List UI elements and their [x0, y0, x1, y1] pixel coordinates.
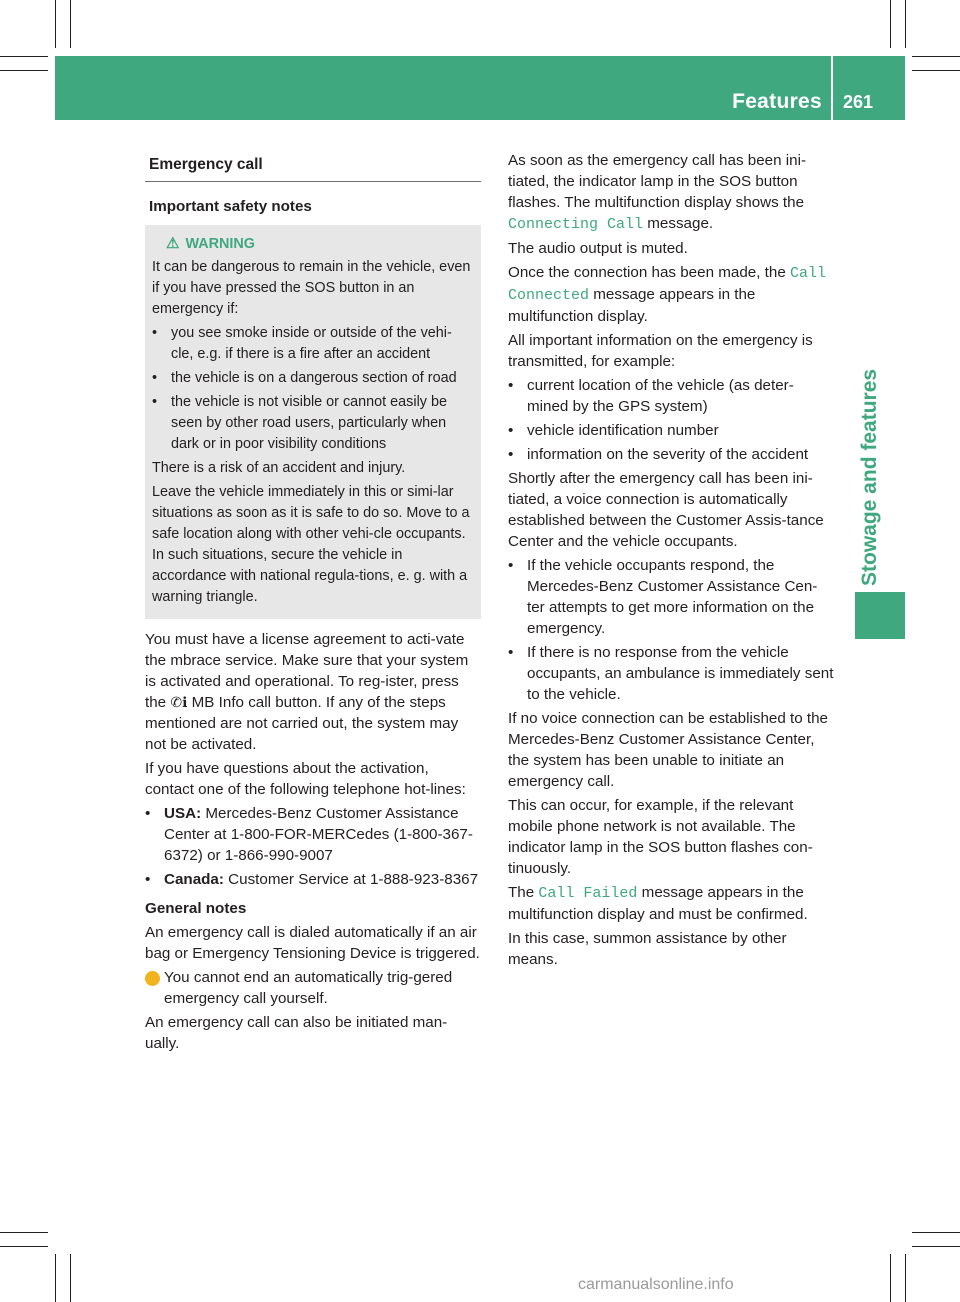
- safety-heading: Important safety notes: [149, 198, 312, 215]
- info-note: [141, 967, 481, 1009]
- section-title: Emergency call: [145, 150, 481, 182]
- side-tab-label: Stowage and features: [858, 368, 881, 586]
- display-message-connected: Call Connected: [508, 265, 827, 304]
- info-icon: i: [145, 971, 160, 986]
- paragraph-text: message appears in the multifunction display and must be confirmed.: [508, 884, 808, 923]
- audio-paragraph: The audio output is muted.: [508, 240, 688, 257]
- paragraph-text: message.: [647, 215, 714, 232]
- display-message-connecting: Connecting Call: [508, 216, 644, 233]
- crop-mark: [0, 1232, 48, 1233]
- list-item: • If the vehicle occupants respond, the Mercedes-Benz Customer Assistance Cen-ter attempts to get more information on the emergency.: [508, 555, 834, 639]
- crop-mark: [905, 1254, 906, 1302]
- network-paragraph: This can occur, for example, if the relevant mobile phone network is not available. The indicator lamp in the SOS button flashes con-tinuously.: [508, 797, 813, 877]
- general-notes-heading: General notes: [145, 900, 247, 917]
- warning-title: [166, 233, 474, 255]
- crop-mark: [912, 70, 960, 71]
- crop-mark: [912, 1232, 960, 1233]
- warning-risk: There is a risk of an accident and injury.: [152, 460, 406, 476]
- crop-mark: [55, 0, 56, 48]
- display-message-failed: Call Failed: [538, 885, 638, 902]
- paragraph-text: As soon as the emergency call has been ini-tiated, the indicator lamp in the SOS button flashes. The multifunction display shows the: [508, 152, 807, 211]
- left-column: [141, 150, 481, 1057]
- warning-box: [145, 225, 481, 619]
- warning-intro: It can be dangerous to remain in the vehicle, even if you have pressed the SOS button in an emergency if:: [152, 259, 471, 317]
- crop-mark: [912, 56, 960, 57]
- crop-mark: [70, 1254, 71, 1302]
- list-item: • current location of the vehicle (as deter-mined by the GPS system): [508, 375, 834, 417]
- crop-mark: [890, 0, 891, 48]
- crop-mark: [0, 56, 48, 57]
- manual-paragraph: An emergency call can also be initiated man-ually.: [145, 1014, 448, 1052]
- crop-mark: [890, 1254, 891, 1302]
- list-item: • If there is no response from the vehicle occupants, an ambulance is immediately sent to the vehicle.: [508, 642, 834, 705]
- hotline-label: USA:: [164, 805, 202, 822]
- connecting-paragraph: [508, 150, 834, 235]
- phone-info-icon: ✆ℹ: [170, 694, 188, 710]
- questions-paragraph: If you have questions about the activation, contact one of the following telephone hot-lines:: [145, 760, 466, 798]
- license-text-cont: MB Info call button. If any of the steps mentioned are not carried out, the system may not be activated.: [145, 694, 459, 753]
- warning-triangle-icon: ⚠: [166, 235, 180, 252]
- paragraph-text: Once the connection has been made, the: [508, 264, 786, 281]
- crop-mark: [912, 1246, 960, 1247]
- license-paragraph: [145, 629, 481, 755]
- warning-bullet: • the vehicle is not visible or cannot easily be seen by other road users, particularly when dark or in poor visibility conditions: [152, 392, 474, 455]
- warning-advice: Leave the vehicle immediately in this or simi-lar situations as soon as it is safe to do so. Move to a safe location along with other vehi-cle occupants. In such situations, secure the vehicle in accordance with national regula-tions, e. g. with a warning triangle.: [152, 484, 470, 605]
- hotline-text: Customer Service at 1-888-923-8367: [228, 871, 479, 888]
- crop-mark: [905, 0, 906, 48]
- list-item: • information on the severity of the accident: [508, 444, 834, 465]
- paragraph-text: message appears in the multifunction display.: [508, 286, 756, 325]
- voice-connection-paragraph: Shortly after the emergency call has been ini-tiated, a voice connection is automatically established between the Customer Assis-tance Center and the vehicle occupants.: [508, 470, 824, 550]
- right-column: [508, 150, 834, 973]
- license-text: You must have a license agreement to acti-vate the mbrace service. Make sure that your system is activated and operational. To reg-ister, press the: [145, 631, 469, 711]
- info-text: You cannot end an automatically trig-gered emergency call yourself.: [164, 969, 453, 1007]
- hotline-label: Canada:: [164, 871, 224, 888]
- hotline-item: [145, 803, 481, 866]
- crop-mark: [70, 0, 71, 48]
- crop-mark: [0, 1246, 48, 1247]
- crop-mark: [55, 1254, 56, 1302]
- failed-paragraph: [508, 882, 834, 925]
- warning-title-text: WARNING: [185, 236, 256, 252]
- list-item: • vehicle identification number: [508, 420, 834, 441]
- header-separator: [831, 56, 833, 120]
- no-connection-paragraph: If no voice connection can be established to the Mercedes-Benz Customer Assistance Center, the system has been unable to initiate an emergency call.: [508, 710, 828, 790]
- summon-paragraph: In this case, summon assistance by other means.: [508, 930, 787, 968]
- warning-bullet: • you see smoke inside or outside of the vehi-cle, e.g. if there is a fire after an accident: [152, 323, 474, 365]
- watermark: carmanualsonline.info: [578, 1276, 734, 1293]
- hotline-item: [145, 869, 481, 890]
- crop-mark: [0, 70, 48, 71]
- warning-bullet: • the vehicle is on a dangerous section of road: [152, 368, 474, 389]
- page-number: 261: [843, 92, 874, 112]
- connected-paragraph: [508, 262, 834, 327]
- page-header-title: Features: [732, 90, 822, 113]
- info-transmitted-paragraph: All important information on the emergency is transmitted, for example:: [508, 332, 813, 370]
- general-paragraph: An emergency call is dialed automatically if an air bag or Emergency Tensioning Device is triggered.: [145, 924, 480, 962]
- paragraph-text: The: [508, 884, 535, 901]
- side-tab-marker: [855, 592, 905, 639]
- hotline-text: Mercedes-Benz Customer Assistance Center at 1-800-FOR-MERCedes (1-800-367-6372) or 1-866-990-9007: [164, 805, 473, 864]
